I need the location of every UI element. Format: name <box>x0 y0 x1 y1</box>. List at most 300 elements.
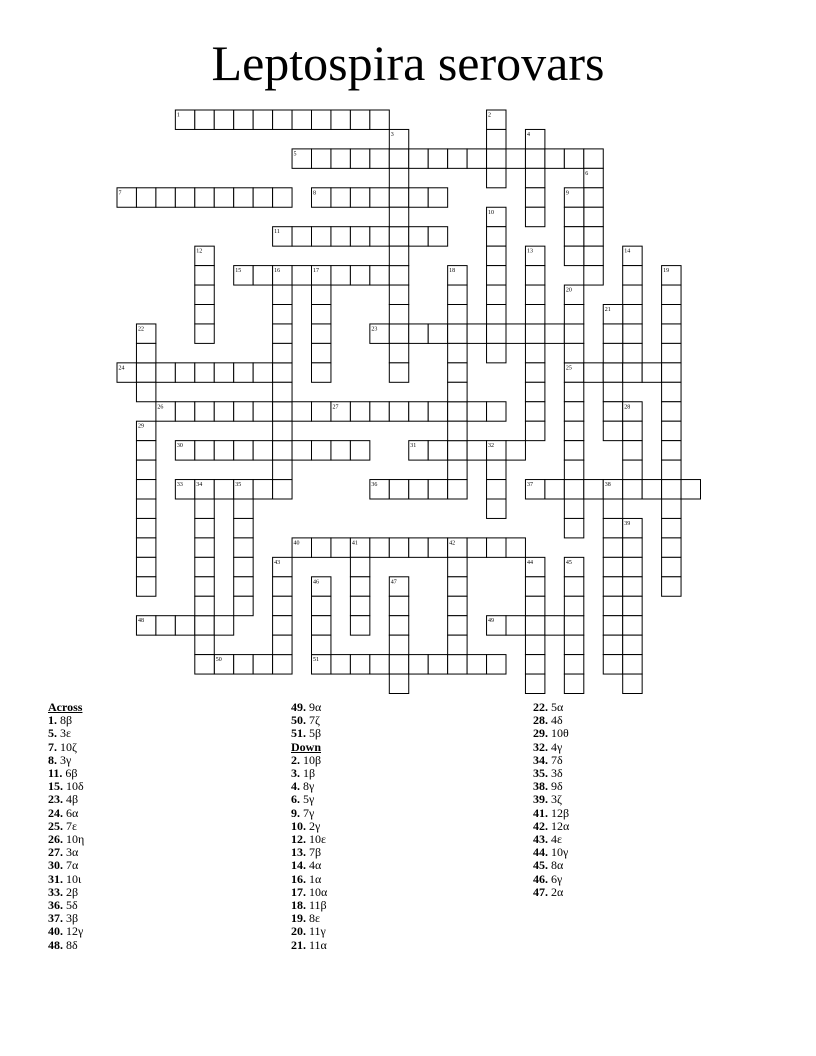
grid-cell[interactable] <box>564 324 583 343</box>
grid-cell[interactable] <box>525 577 544 596</box>
grid-cell[interactable] <box>584 188 603 207</box>
grid-cell[interactable] <box>195 188 214 207</box>
grid-cell[interactable] <box>136 382 155 401</box>
grid-cell[interactable] <box>603 343 622 362</box>
grid-cell[interactable] <box>175 363 194 382</box>
grid-cell[interactable] <box>331 538 350 557</box>
grid-cell[interactable] <box>487 129 506 148</box>
grid-cell[interactable] <box>350 616 369 635</box>
grid-cell[interactable] <box>234 402 253 421</box>
grid-cell[interactable] <box>156 188 175 207</box>
grid-cell[interactable] <box>467 402 486 421</box>
grid-cell[interactable] <box>448 577 467 596</box>
grid-cell[interactable] <box>312 285 331 304</box>
grid-cell[interactable] <box>195 285 214 304</box>
grid-cell[interactable] <box>409 655 428 674</box>
grid-cell[interactable] <box>448 596 467 615</box>
grid-cell[interactable] <box>525 616 544 635</box>
grid-cell[interactable] <box>448 285 467 304</box>
grid-cell[interactable] <box>331 655 350 674</box>
grid-cell[interactable] <box>331 227 350 246</box>
grid-cell[interactable] <box>312 149 331 168</box>
grid-cell[interactable] <box>370 188 389 207</box>
grid-cell[interactable] <box>389 596 408 615</box>
grid-cell[interactable] <box>350 557 369 576</box>
grid-cell[interactable] <box>448 305 467 324</box>
grid-cell[interactable] <box>584 480 603 499</box>
grid-cell[interactable] <box>584 246 603 265</box>
grid-cell[interactable] <box>623 538 642 557</box>
grid-cell[interactable] <box>564 460 583 479</box>
grid-cell[interactable] <box>273 655 292 674</box>
grid-cell[interactable] <box>662 305 681 324</box>
grid-cell[interactable] <box>312 363 331 382</box>
grid-cell[interactable] <box>525 655 544 674</box>
grid-cell[interactable] <box>681 480 700 499</box>
grid-cell[interactable] <box>409 188 428 207</box>
grid-cell[interactable] <box>448 421 467 440</box>
grid-cell[interactable] <box>253 402 272 421</box>
grid-cell[interactable] <box>195 538 214 557</box>
grid-cell[interactable] <box>273 363 292 382</box>
grid-cell[interactable] <box>389 285 408 304</box>
grid-cell[interactable] <box>564 480 583 499</box>
grid-cell[interactable] <box>389 363 408 382</box>
grid-cell[interactable] <box>195 557 214 576</box>
grid-cell[interactable] <box>525 674 544 693</box>
grid-cell[interactable] <box>506 538 525 557</box>
grid-cell[interactable] <box>370 655 389 674</box>
grid-cell[interactable] <box>136 557 155 576</box>
grid-cell[interactable] <box>389 324 408 343</box>
grid-cell[interactable] <box>331 188 350 207</box>
grid-cell[interactable] <box>584 266 603 285</box>
grid-cell[interactable] <box>136 518 155 537</box>
grid-cell[interactable] <box>525 363 544 382</box>
grid-cell[interactable] <box>214 402 233 421</box>
grid-cell[interactable] <box>292 402 311 421</box>
grid-cell[interactable] <box>603 518 622 537</box>
grid-cell[interactable] <box>428 655 447 674</box>
grid-cell[interactable] <box>623 596 642 615</box>
grid-cell[interactable] <box>623 616 642 635</box>
grid-cell[interactable] <box>564 518 583 537</box>
grid-cell[interactable] <box>312 635 331 654</box>
grid-cell[interactable] <box>214 616 233 635</box>
grid-cell[interactable] <box>428 324 447 343</box>
grid-cell[interactable] <box>312 227 331 246</box>
grid-cell[interactable] <box>312 110 331 129</box>
grid-cell[interactable] <box>525 343 544 362</box>
grid-cell[interactable] <box>370 402 389 421</box>
grid-cell[interactable] <box>214 363 233 382</box>
grid-cell[interactable] <box>389 343 408 362</box>
grid-cell[interactable] <box>370 266 389 285</box>
grid-cell[interactable] <box>564 499 583 518</box>
grid-cell[interactable] <box>487 227 506 246</box>
grid-cell[interactable] <box>136 577 155 596</box>
grid-cell[interactable] <box>506 441 525 460</box>
grid-cell[interactable] <box>662 382 681 401</box>
grid-cell[interactable] <box>662 577 681 596</box>
grid-cell[interactable] <box>389 188 408 207</box>
grid-cell[interactable] <box>273 460 292 479</box>
grid-cell[interactable] <box>564 421 583 440</box>
grid-cell[interactable] <box>448 363 467 382</box>
grid-cell[interactable] <box>312 616 331 635</box>
grid-cell[interactable] <box>428 227 447 246</box>
grid-cell[interactable] <box>350 110 369 129</box>
grid-cell[interactable] <box>253 363 272 382</box>
grid-cell[interactable] <box>136 363 155 382</box>
grid-cell[interactable] <box>136 343 155 362</box>
grid-cell[interactable] <box>623 421 642 440</box>
grid-cell[interactable] <box>350 577 369 596</box>
grid-cell[interactable] <box>350 188 369 207</box>
grid-cell[interactable] <box>525 324 544 343</box>
grid-cell[interactable] <box>662 460 681 479</box>
grid-cell[interactable] <box>136 188 155 207</box>
grid-cell[interactable] <box>467 538 486 557</box>
grid-cell[interactable] <box>331 266 350 285</box>
grid-cell[interactable] <box>292 441 311 460</box>
grid-cell[interactable] <box>642 363 661 382</box>
grid-cell[interactable] <box>603 382 622 401</box>
grid-cell[interactable] <box>253 266 272 285</box>
grid-cell[interactable] <box>273 596 292 615</box>
grid-cell[interactable] <box>448 635 467 654</box>
grid-cell[interactable] <box>389 616 408 635</box>
grid-cell[interactable] <box>273 480 292 499</box>
grid-cell[interactable] <box>350 149 369 168</box>
grid-cell[interactable] <box>234 596 253 615</box>
grid-cell[interactable] <box>234 518 253 537</box>
grid-cell[interactable] <box>623 324 642 343</box>
grid-cell[interactable] <box>312 324 331 343</box>
grid-cell[interactable] <box>487 285 506 304</box>
grid-cell[interactable] <box>428 188 447 207</box>
grid-cell[interactable] <box>564 577 583 596</box>
grid-cell[interactable] <box>662 402 681 421</box>
grid-cell[interactable] <box>136 480 155 499</box>
grid-cell[interactable] <box>331 149 350 168</box>
grid-cell[interactable] <box>253 441 272 460</box>
grid-cell[interactable] <box>370 110 389 129</box>
grid-cell[interactable] <box>389 538 408 557</box>
grid-cell[interactable] <box>273 343 292 362</box>
grid-cell[interactable] <box>273 421 292 440</box>
grid-cell[interactable] <box>350 441 369 460</box>
grid-cell[interactable] <box>448 402 467 421</box>
grid-cell[interactable] <box>603 324 622 343</box>
grid-cell[interactable] <box>487 480 506 499</box>
grid-cell[interactable] <box>428 149 447 168</box>
grid-cell[interactable] <box>662 285 681 304</box>
grid-cell[interactable] <box>564 402 583 421</box>
grid-cell[interactable] <box>584 363 603 382</box>
grid-cell[interactable] <box>175 616 194 635</box>
grid-cell[interactable] <box>623 343 642 362</box>
grid-cell[interactable] <box>487 402 506 421</box>
grid-cell[interactable] <box>428 441 447 460</box>
grid-cell[interactable] <box>389 207 408 226</box>
grid-cell[interactable] <box>525 382 544 401</box>
grid-cell[interactable] <box>564 596 583 615</box>
grid-cell[interactable] <box>584 149 603 168</box>
grid-cell[interactable] <box>545 149 564 168</box>
grid-cell[interactable] <box>273 402 292 421</box>
grid-cell[interactable] <box>448 149 467 168</box>
grid-cell[interactable] <box>409 324 428 343</box>
grid-cell[interactable] <box>389 149 408 168</box>
grid-cell[interactable] <box>506 616 525 635</box>
grid-cell[interactable] <box>525 168 544 187</box>
grid-cell[interactable] <box>389 402 408 421</box>
grid-cell[interactable] <box>623 305 642 324</box>
grid-cell[interactable] <box>564 343 583 362</box>
grid-cell[interactable] <box>273 441 292 460</box>
grid-cell[interactable] <box>525 188 544 207</box>
grid-cell[interactable] <box>273 188 292 207</box>
grid-cell[interactable] <box>603 363 622 382</box>
grid-cell[interactable] <box>564 655 583 674</box>
grid-cell[interactable] <box>662 480 681 499</box>
grid-cell[interactable] <box>506 149 525 168</box>
grid-cell[interactable] <box>603 538 622 557</box>
grid-cell[interactable] <box>253 655 272 674</box>
grid-cell[interactable] <box>487 246 506 265</box>
grid-cell[interactable] <box>467 149 486 168</box>
grid-cell[interactable] <box>389 674 408 693</box>
grid-cell[interactable] <box>195 518 214 537</box>
grid-cell[interactable] <box>603 596 622 615</box>
grid-cell[interactable] <box>603 499 622 518</box>
grid-cell[interactable] <box>389 168 408 187</box>
grid-cell[interactable] <box>273 616 292 635</box>
grid-cell[interactable] <box>623 635 642 654</box>
grid-cell[interactable] <box>273 110 292 129</box>
grid-cell[interactable] <box>662 538 681 557</box>
grid-cell[interactable] <box>136 499 155 518</box>
grid-cell[interactable] <box>234 441 253 460</box>
grid-cell[interactable] <box>428 480 447 499</box>
grid-cell[interactable] <box>448 557 467 576</box>
grid-cell[interactable] <box>409 149 428 168</box>
grid-cell[interactable] <box>448 460 467 479</box>
grid-cell[interactable] <box>448 324 467 343</box>
grid-cell[interactable] <box>195 655 214 674</box>
grid-cell[interactable] <box>370 538 389 557</box>
grid-cell[interactable] <box>195 324 214 343</box>
grid-cell[interactable] <box>525 596 544 615</box>
grid-cell[interactable] <box>487 324 506 343</box>
grid-cell[interactable] <box>195 596 214 615</box>
grid-cell[interactable] <box>389 266 408 285</box>
grid-cell[interactable] <box>662 363 681 382</box>
grid-cell[interactable] <box>564 382 583 401</box>
grid-cell[interactable] <box>214 480 233 499</box>
grid-cell[interactable] <box>525 285 544 304</box>
grid-cell[interactable] <box>350 402 369 421</box>
grid-cell[interactable] <box>156 616 175 635</box>
grid-cell[interactable] <box>623 460 642 479</box>
grid-cell[interactable] <box>370 227 389 246</box>
grid-cell[interactable] <box>175 188 194 207</box>
grid-cell[interactable] <box>312 596 331 615</box>
grid-cell[interactable] <box>253 188 272 207</box>
grid-cell[interactable] <box>273 305 292 324</box>
grid-cell[interactable] <box>623 577 642 596</box>
grid-cell[interactable] <box>312 305 331 324</box>
grid-cell[interactable] <box>409 227 428 246</box>
grid-cell[interactable] <box>448 616 467 635</box>
grid-cell[interactable] <box>564 616 583 635</box>
grid-cell[interactable] <box>195 616 214 635</box>
grid-cell[interactable] <box>662 324 681 343</box>
grid-cell[interactable] <box>195 266 214 285</box>
grid-cell[interactable] <box>195 635 214 654</box>
grid-cell[interactable] <box>292 266 311 285</box>
grid-cell[interactable] <box>584 207 603 226</box>
grid-cell[interactable] <box>603 635 622 654</box>
grid-cell[interactable] <box>487 305 506 324</box>
grid-cell[interactable] <box>584 227 603 246</box>
grid-cell[interactable] <box>448 655 467 674</box>
grid-cell[interactable] <box>448 480 467 499</box>
grid-cell[interactable] <box>195 577 214 596</box>
grid-cell[interactable] <box>389 655 408 674</box>
grid-cell[interactable] <box>603 616 622 635</box>
grid-cell[interactable] <box>428 538 447 557</box>
grid-cell[interactable] <box>487 168 506 187</box>
grid-cell[interactable] <box>331 441 350 460</box>
grid-cell[interactable] <box>234 577 253 596</box>
grid-cell[interactable] <box>662 518 681 537</box>
grid-cell[interactable] <box>623 285 642 304</box>
grid-cell[interactable] <box>273 324 292 343</box>
grid-cell[interactable] <box>350 227 369 246</box>
grid-cell[interactable] <box>487 343 506 362</box>
grid-cell[interactable] <box>331 110 350 129</box>
grid-cell[interactable] <box>273 285 292 304</box>
grid-cell[interactable] <box>214 188 233 207</box>
grid-cell[interactable] <box>564 635 583 654</box>
grid-cell[interactable] <box>623 480 642 499</box>
grid-cell[interactable] <box>603 655 622 674</box>
grid-cell[interactable] <box>623 363 642 382</box>
grid-cell[interactable] <box>389 305 408 324</box>
grid-cell[interactable] <box>506 324 525 343</box>
grid-cell[interactable] <box>545 324 564 343</box>
grid-cell[interactable] <box>662 421 681 440</box>
grid-cell[interactable] <box>234 110 253 129</box>
grid-cell[interactable] <box>195 363 214 382</box>
grid-cell[interactable] <box>564 441 583 460</box>
grid-cell[interactable] <box>467 441 486 460</box>
grid-cell[interactable] <box>662 441 681 460</box>
grid-cell[interactable] <box>525 402 544 421</box>
grid-cell[interactable] <box>545 616 564 635</box>
grid-cell[interactable] <box>234 363 253 382</box>
grid-cell[interactable] <box>389 227 408 246</box>
grid-cell[interactable] <box>662 499 681 518</box>
grid-cell[interactable] <box>487 460 506 479</box>
grid-cell[interactable] <box>467 655 486 674</box>
grid-cell[interactable] <box>564 674 583 693</box>
grid-cell[interactable] <box>662 557 681 576</box>
grid-cell[interactable] <box>350 655 369 674</box>
grid-cell[interactable] <box>273 577 292 596</box>
grid-cell[interactable] <box>195 305 214 324</box>
grid-cell[interactable] <box>448 382 467 401</box>
grid-cell[interactable] <box>603 577 622 596</box>
grid-cell[interactable] <box>350 596 369 615</box>
grid-cell[interactable] <box>273 382 292 401</box>
grid-cell[interactable] <box>603 402 622 421</box>
grid-cell[interactable] <box>292 227 311 246</box>
grid-cell[interactable] <box>662 343 681 362</box>
grid-cell[interactable] <box>448 441 467 460</box>
grid-cell[interactable] <box>175 402 194 421</box>
grid-cell[interactable] <box>564 246 583 265</box>
grid-cell[interactable] <box>448 343 467 362</box>
grid-cell[interactable] <box>525 635 544 654</box>
grid-cell[interactable] <box>623 655 642 674</box>
grid-cell[interactable] <box>389 635 408 654</box>
grid-cell[interactable] <box>525 266 544 285</box>
grid-cell[interactable] <box>292 110 311 129</box>
grid-cell[interactable] <box>253 110 272 129</box>
grid-cell[interactable] <box>350 266 369 285</box>
grid-cell[interactable] <box>136 538 155 557</box>
grid-cell[interactable] <box>487 266 506 285</box>
grid-cell[interactable] <box>389 246 408 265</box>
grid-cell[interactable] <box>195 402 214 421</box>
grid-cell[interactable] <box>603 557 622 576</box>
grid-cell[interactable] <box>545 480 564 499</box>
grid-cell[interactable] <box>195 499 214 518</box>
grid-cell[interactable] <box>234 188 253 207</box>
grid-cell[interactable] <box>312 441 331 460</box>
grid-cell[interactable] <box>234 655 253 674</box>
grid-cell[interactable] <box>487 655 506 674</box>
grid-cell[interactable] <box>214 110 233 129</box>
grid-cell[interactable] <box>273 635 292 654</box>
grid-cell[interactable] <box>487 538 506 557</box>
grid-cell[interactable] <box>156 363 175 382</box>
grid-cell[interactable] <box>195 110 214 129</box>
grid-cell[interactable] <box>370 149 389 168</box>
grid-cell[interactable] <box>214 441 233 460</box>
grid-cell[interactable] <box>564 207 583 226</box>
grid-cell[interactable] <box>409 538 428 557</box>
grid-cell[interactable] <box>234 538 253 557</box>
grid-cell[interactable] <box>136 441 155 460</box>
grid-cell[interactable] <box>525 421 544 440</box>
grid-cell[interactable] <box>312 402 331 421</box>
grid-cell[interactable] <box>525 149 544 168</box>
grid-cell[interactable] <box>409 402 428 421</box>
grid-cell[interactable] <box>487 149 506 168</box>
grid-cell[interactable] <box>428 402 447 421</box>
grid-cell[interactable] <box>603 421 622 440</box>
grid-cell[interactable] <box>312 343 331 362</box>
grid-cell[interactable] <box>623 674 642 693</box>
grid-cell[interactable] <box>389 480 408 499</box>
grid-cell[interactable] <box>564 149 583 168</box>
grid-cell[interactable] <box>623 266 642 285</box>
grid-cell[interactable] <box>234 499 253 518</box>
